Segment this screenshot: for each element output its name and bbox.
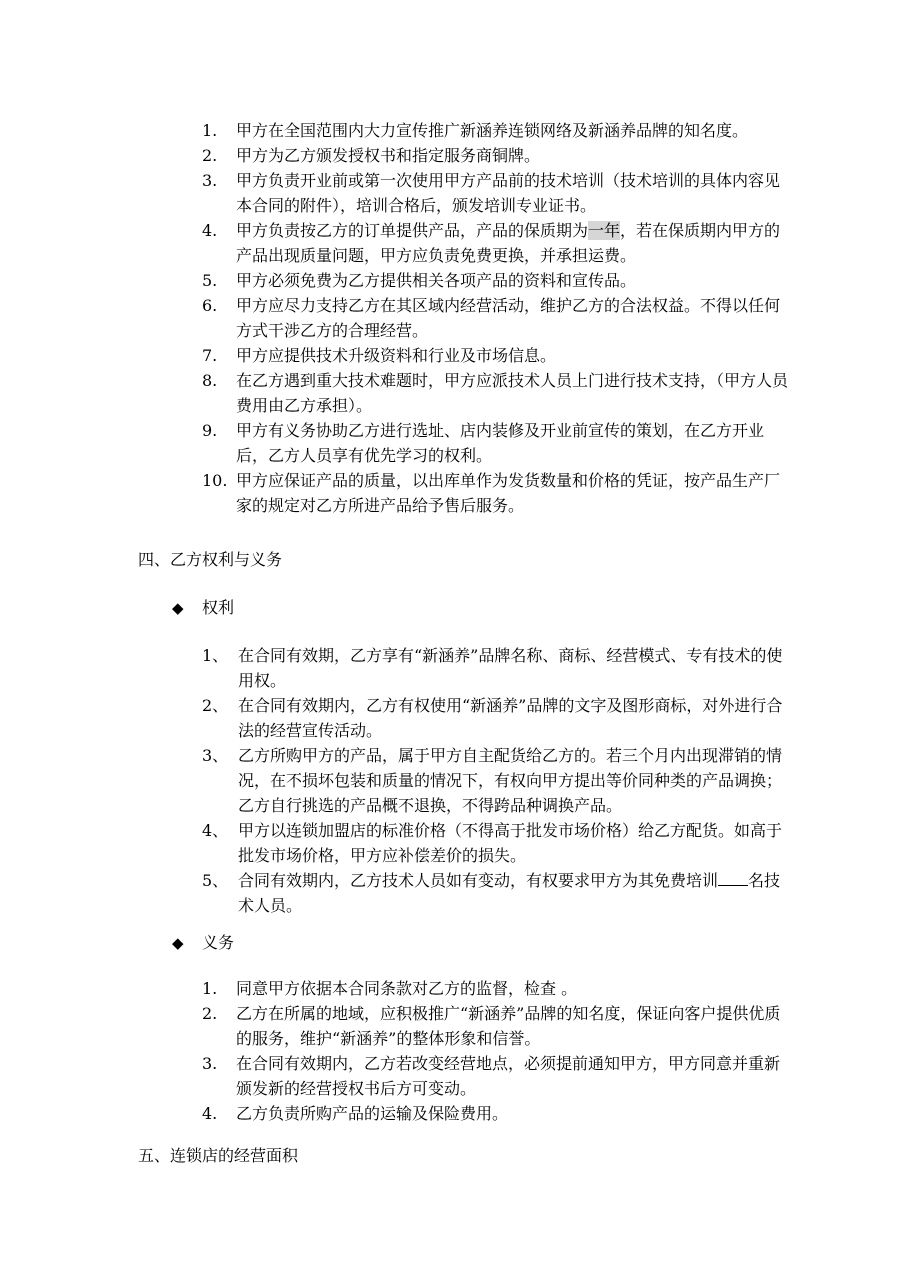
list-item-number: 3. xyxy=(202,1054,218,1073)
list-item-number: 1. xyxy=(202,121,218,140)
list-item xyxy=(202,143,792,168)
list-item-number: 4、 xyxy=(202,821,229,840)
list-item xyxy=(202,293,792,343)
list-item-number: 1、 xyxy=(202,646,229,665)
list-item-number: 3. xyxy=(202,171,218,190)
list-item-number: 10. xyxy=(202,471,228,490)
text-segment: 合同有效期内，乙方技术人员如有变动，有权要求甲方为其免费培训 xyxy=(238,871,719,890)
list-item xyxy=(202,168,792,218)
list-item xyxy=(202,976,782,1001)
list-item xyxy=(202,818,792,868)
list-item xyxy=(202,743,792,818)
list-item-text: 同意甲方依据本合同条款对乙方的监督，检查 。 xyxy=(236,979,578,998)
list-item-text: 甲方有义务协助乙方进行选址、店内装修及开业前宣传的策划，在乙方开业后，乙方人员享有优先学习的权利。 xyxy=(236,421,765,465)
list-item xyxy=(202,218,792,268)
list-item xyxy=(202,868,792,918)
list-item xyxy=(202,118,792,143)
list-item-text xyxy=(238,868,792,918)
list-item xyxy=(202,268,792,293)
subsection-label: 义务 xyxy=(202,933,235,952)
fill-in-blank xyxy=(718,871,748,886)
list-item-number: 9. xyxy=(202,421,218,440)
list-item-text: 甲方在全国范围内大力宣传推广新涵养连锁网络及新涵养品牌的知名度。 xyxy=(236,121,749,140)
list-item xyxy=(202,1001,782,1051)
list-item-number: 2. xyxy=(202,146,218,165)
list-item-text xyxy=(236,218,792,268)
list-item xyxy=(202,1051,782,1101)
list-item xyxy=(202,468,792,518)
list-item-number: 8. xyxy=(202,371,218,390)
text-segment: ，若在保质期内甲方的产品出现质量问题，甲方应负责免费更换，并承担运费。 xyxy=(236,221,781,265)
list-item-number: 5、 xyxy=(202,871,229,890)
list-item-number: 4. xyxy=(202,221,218,240)
section-heading: 五、连锁店的经营面积 xyxy=(138,1146,299,1165)
party-b-duties-list xyxy=(202,976,782,1126)
list-item-text: 甲方为乙方颁发授权书和指定服务商铜牌。 xyxy=(236,146,541,165)
list-item-number: 5. xyxy=(202,271,218,290)
list-item-number: 1. xyxy=(202,979,218,998)
diamond-bullet-icon: ◆ xyxy=(172,599,184,617)
list-item-text: 在乙方遇到重大技术难题时，甲方应派技术人员上门进行技术支持，（甲方人员费用由乙方承担）。 xyxy=(236,371,789,415)
list-item-text: 甲方负责开业前或第一次使用甲方产品前的技术培训（技术培训的具体内容见本合同的附件），培训合格后，颁发培训专业证书。 xyxy=(236,171,781,215)
list-item-text: 在合同有效期内，乙方有权使用“新涵养”品牌的文字及图形商标，对外进行合法的经营宣传活动。 xyxy=(238,696,783,740)
list-item-text: 乙方所购甲方的产品，属于甲方自主配货给乙方的。若三个月内出现滞销的情况，在不损坏包装和质量的情况下，有权向甲方提出等价同种类的产品调换；乙方自行挑选的产品概不退换，不得跨品种调换产品。 xyxy=(238,746,783,815)
list-item-number: 4. xyxy=(202,1104,218,1123)
subsection-heading-rights xyxy=(172,595,234,621)
text-segment: 甲方负责按乙方的订单提供产品，产品的保质期为 xyxy=(236,221,589,240)
list-item xyxy=(202,1101,782,1126)
list-item xyxy=(202,418,792,468)
list-item-text: 甲方应尽力支持乙方在其区域内经营活动，维护乙方的合法权益。不得以任何方式干涉乙方的合理经营。 xyxy=(236,296,781,340)
list-item-number: 2、 xyxy=(202,696,229,715)
list-item xyxy=(202,368,792,418)
section-heading: 四、乙方权利与义务 xyxy=(138,550,283,569)
list-item-text: 乙方负责所购产品的运输及保险费用。 xyxy=(236,1104,509,1123)
list-item-text: 甲方必须免费为乙方提供相关各项产品的资料和宣传品。 xyxy=(236,271,637,290)
list-item xyxy=(202,643,792,693)
list-item-text: 甲方以连锁加盟店的标准价格（不得高于批发市场价格）给乙方配货。如高于批发市场价格，甲方应补偿差价的损失。 xyxy=(238,821,783,865)
text-segment: 名技术人员。 xyxy=(238,871,781,915)
list-item-number: 7. xyxy=(202,346,218,365)
diamond-bullet-icon: ◆ xyxy=(172,934,184,952)
list-item-text: 乙方在所属的地域，应积极推广“新涵养”品牌的知名度，保证向客户提供优质的服务，维护“新涵养”的整体形象和信誉。 xyxy=(236,1004,781,1048)
party-b-rights-list xyxy=(202,643,792,918)
list-item-text: 甲方应提供技术升级资料和行业及市场信息。 xyxy=(236,346,557,365)
list-item-text: 在合同有效期，乙方享有“新涵养”品牌名称、商标、经营模式、专有技术的使用权。 xyxy=(238,646,783,690)
subsection-label: 权利 xyxy=(202,598,235,617)
list-item xyxy=(202,343,792,368)
party-a-obligations-list xyxy=(202,118,792,518)
list-item-text: 甲方应保证产品的质量，以出库单作为发货数量和价格的凭证，按产品生产厂家的规定对乙方所进产品给予售后服务。 xyxy=(236,471,781,515)
list-item-number: 3、 xyxy=(202,746,229,765)
list-item-number: 6. xyxy=(202,296,218,315)
list-item xyxy=(202,693,792,743)
list-item-text: 在合同有效期内，乙方若改变经营地点，必须提前通知甲方，甲方同意并重新颁发新的经营授权书后方可变动。 xyxy=(236,1054,781,1098)
highlighted-term: 一年 xyxy=(588,221,621,240)
subsection-heading-duties xyxy=(172,930,234,956)
list-item-number: 2. xyxy=(202,1004,218,1023)
